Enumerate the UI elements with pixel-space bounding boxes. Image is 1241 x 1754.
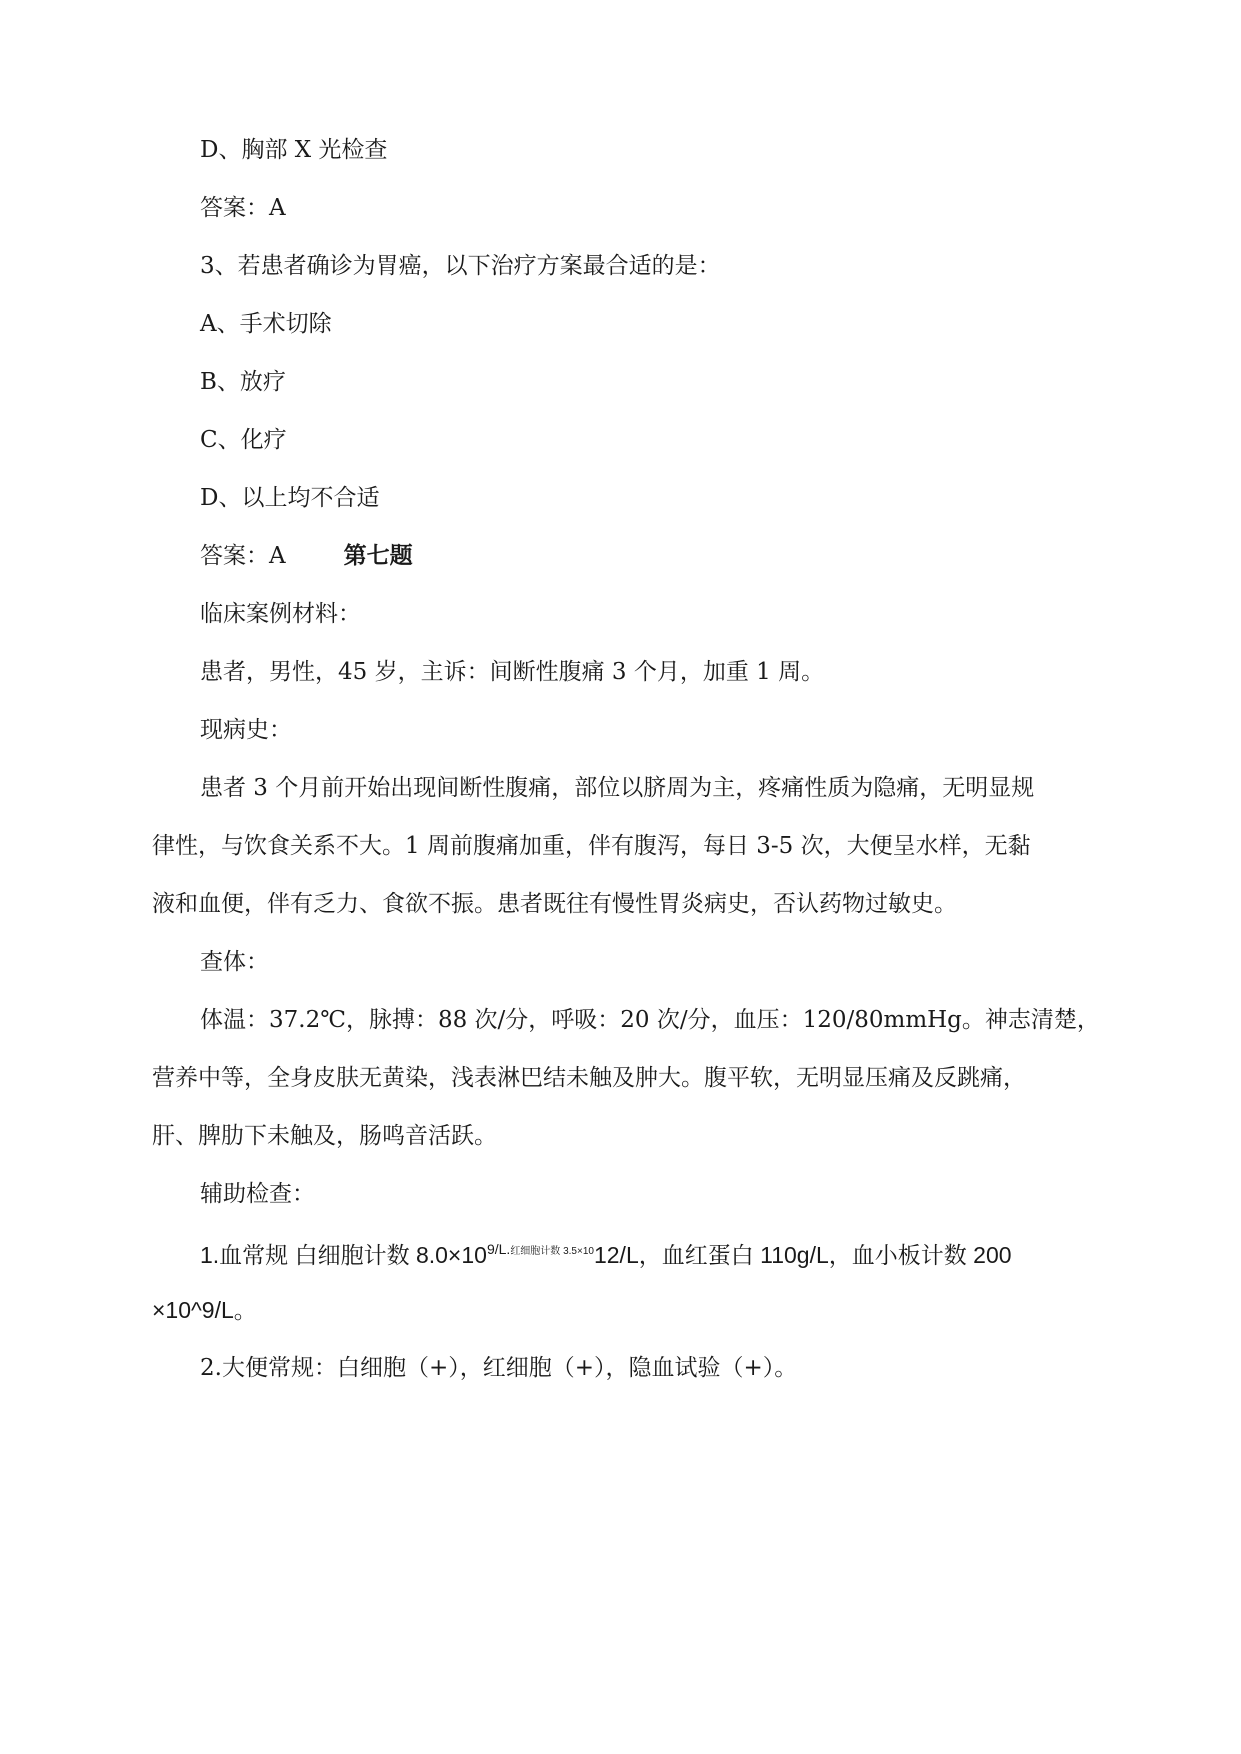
blood-routine-line-2: ×10^9/L。 xyxy=(152,1297,257,1323)
blood-prefix: 1.血常规 白细胞计数 8.0×10 xyxy=(200,1242,487,1268)
history-label: 现病史： xyxy=(200,717,292,743)
question-3-answer-row xyxy=(200,540,413,572)
question-3-answer: 答案：A xyxy=(200,543,286,569)
question-3-stem: 3、若患者确诊为胃癌，以下治疗方案最合适的是： xyxy=(200,253,721,279)
history-line-1: 患者 3 个月前开始出现间断性腹痛，部位以脐周为主，疼痛性质为隐痛，无明显规 xyxy=(200,775,1035,801)
history-line-3: 液和血便，伴有乏力、食欲不振。患者既往有慢性胃炎病史，否认药物过敏史。 xyxy=(152,891,957,917)
history-line-2: 律性，与饮食关系不大。1 周前腹痛加重，伴有腹泻，每日 3-5 次，大便呈水样，无黏 xyxy=(152,833,1031,859)
exam-line-2: 营养中等，全身皮肤无黄染，浅表淋巴结未触及肿大。腹平软，无明显压痛及反跳痛， xyxy=(152,1065,1026,1091)
patient-summary: 患者，男性，45 岁，主诉：间断性腹痛 3 个月，加重 1 周。 xyxy=(200,659,825,685)
stool-routine: 2.大便常规：白细胞（+），红细胞（+），隐血试验（+）。 xyxy=(200,1355,798,1381)
exam-label: 查体： xyxy=(200,949,269,975)
question-3-option-c: C、化疗 xyxy=(200,427,287,453)
aux-label: 辅助检查： xyxy=(200,1181,315,1207)
exam-line-1: 体温：37.2℃，脉搏：88 次/分，呼吸：20 次/分，血压：120/80mmHg。神志清楚， xyxy=(200,1007,1100,1033)
exam-line-3: 肝、脾肋下未触及，肠鸣音活跃。 xyxy=(152,1123,497,1149)
blood-rbc-value: 3.5×10 xyxy=(560,1246,594,1257)
answer-prev: 答案：A xyxy=(200,195,286,221)
question-3-option-d: D、以上均不合适 xyxy=(200,485,380,511)
section-7-heading: 第七题 xyxy=(343,543,413,569)
option-d-prev: D、胸部 X 光检查 xyxy=(200,137,388,163)
material-label: 临床案例材料： xyxy=(200,601,361,627)
blood-rbc-label: 红细胞计数 xyxy=(510,1246,561,1257)
blood-rest: 12/L，血红蛋白 110g/L，血小板计数 200 xyxy=(593,1242,1012,1268)
blood-wbc-exponent: 9/L. xyxy=(486,1241,511,1257)
question-3-option-a: A、手术切除 xyxy=(200,311,332,337)
blood-routine-line-1 xyxy=(200,1236,1012,1271)
question-3-option-b: B、放疗 xyxy=(200,369,286,395)
